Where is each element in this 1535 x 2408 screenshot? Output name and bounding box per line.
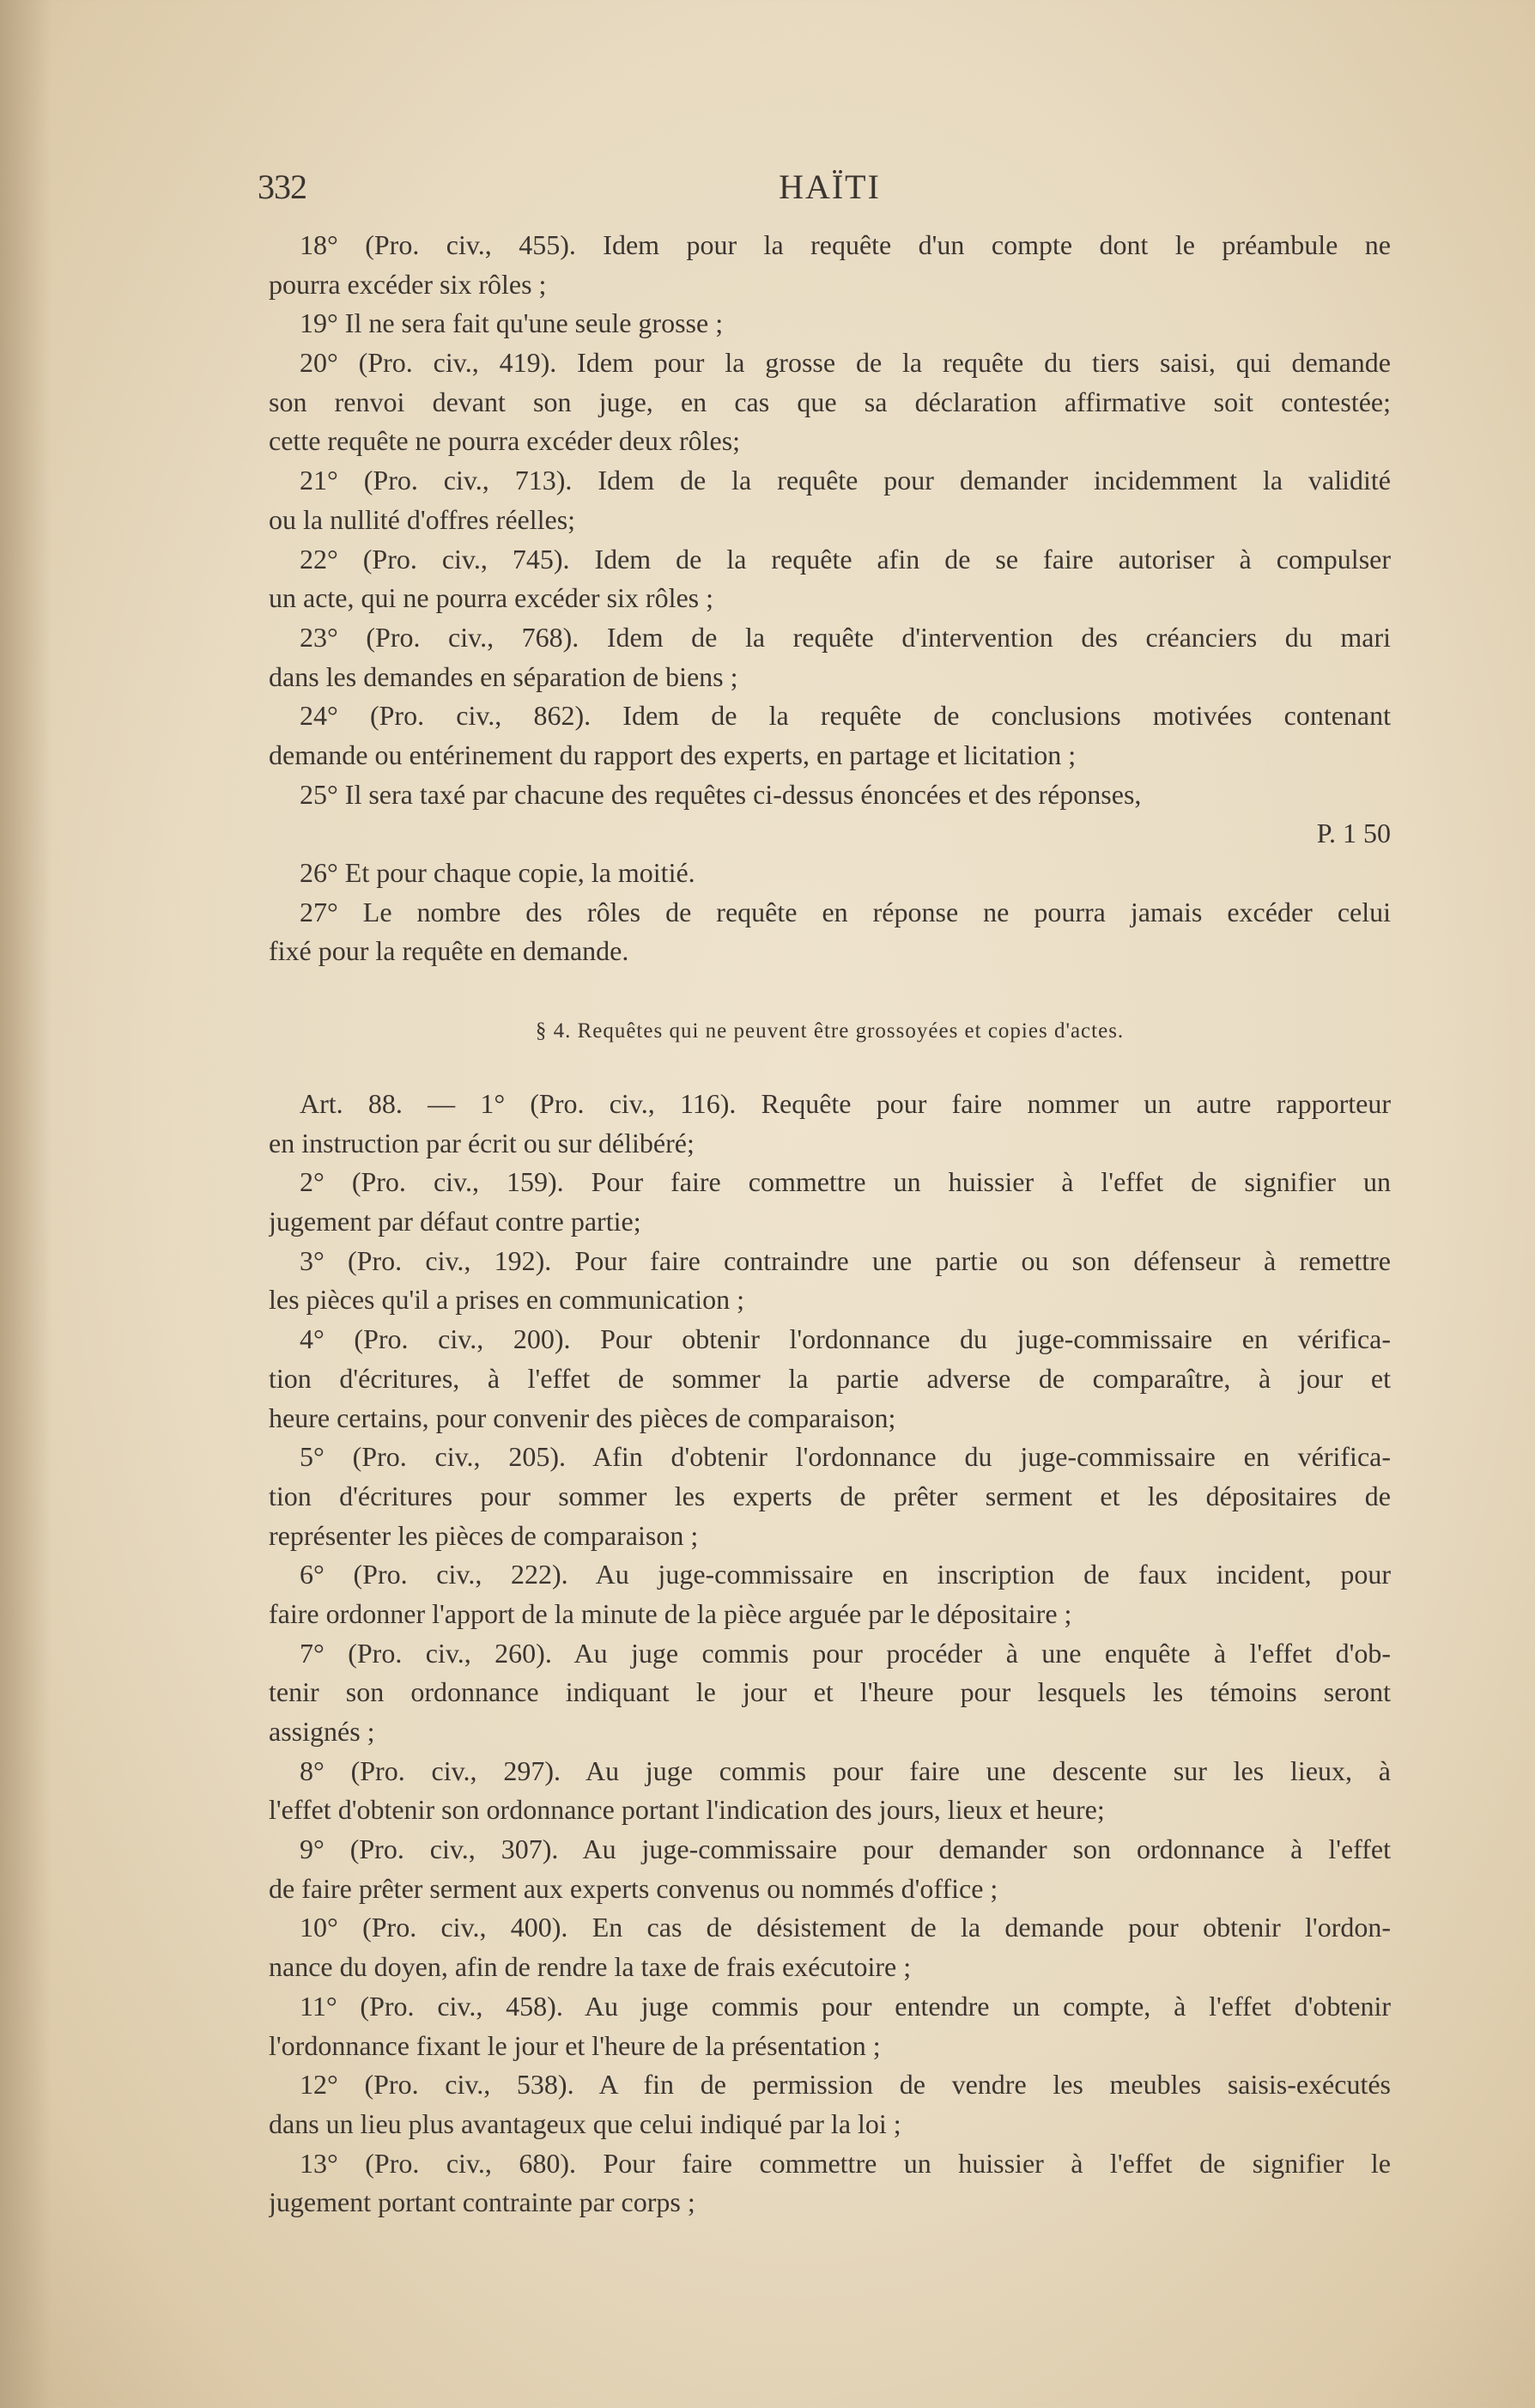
text-line: 24° (Pro. civ., 862). Idem de la requête de conclusions motivées contenant xyxy=(300,700,1391,732)
text-line: 6° (Pro. civ., 222). Au juge-commissaire en inscription de faux incident, pour xyxy=(300,1559,1391,1590)
paragraph xyxy=(269,304,1391,344)
text-line: dans un lieu plus avantageux que celui indiqué par la loi ; xyxy=(269,2107,901,2139)
text-line: 13° (Pro. civ., 680). Pour faire commettre un huissier à l'effet de signifier le xyxy=(300,2147,1391,2179)
paragraph xyxy=(269,1085,1391,1163)
paragraph xyxy=(269,618,1391,696)
text-line: cette requête ne pourra excéder deux rôles; xyxy=(269,425,741,457)
text-line: dans les demandes en séparation de biens ; xyxy=(269,660,738,692)
text-line: assignés ; xyxy=(269,1716,375,1747)
text-line: l'ordonnance fixant le jour et l'heure de la présentation ; xyxy=(269,2029,881,2061)
article-88-items xyxy=(269,1085,1391,2223)
text-line: 21° (Pro. civ., 713). Idem de la requête pour demander incidemment la validité xyxy=(300,465,1391,496)
text-line: 3° (Pro. civ., 192). Pour faire contraindre une partie ou son défenseur à remettre xyxy=(300,1244,1391,1276)
text-line: 2° (Pro. civ., 159). Pour faire commettre un huissier à l'effet de signifier un xyxy=(300,1166,1391,1198)
section-heading: § 4. Requêtes qui ne peuvent être grossoyées et copies d'actes. xyxy=(535,1019,1125,1043)
text-line: tion d'écritures, à l'effet de sommer la partie adverse de comparaître, à jour et xyxy=(269,1362,1391,1394)
text-line: tion d'écritures pour sommer les experts de prêter serment et les dépositaires de xyxy=(269,1480,1391,1511)
text-line: de faire prêter serment aux experts convenus ou nommés d'office ; xyxy=(269,1872,998,1904)
paragraph xyxy=(269,540,1391,618)
text-line: faire ordonner l'apport de la minute de la pièce arguée par le dépositaire ; xyxy=(269,1597,1072,1629)
text-line: fixé pour la requête en demande. xyxy=(269,935,629,967)
text-line: ou la nullité d'offres réelles; xyxy=(269,503,576,535)
paragraph xyxy=(269,1987,1391,2065)
text-line: un acte, qui ne pourra excéder six rôles ; xyxy=(269,582,714,614)
paragraph xyxy=(269,2144,1391,2223)
paragraph xyxy=(269,696,1391,775)
paragraph xyxy=(269,854,1391,893)
text-line: pourra excéder six rôles ; xyxy=(269,268,547,300)
text-line: nance du doyen, afin de rendre la taxe de frais exécutoire ; xyxy=(269,1951,912,1983)
text-line: 9° (Pro. civ., 307). Au juge-commissaire pour demander son ordonnance à l'effet xyxy=(300,1833,1391,1865)
page-number: 332 xyxy=(258,167,306,206)
paragraph xyxy=(269,893,1391,971)
text-line: 8° (Pro. civ., 297). Au juge commis pour faire une descente sur les lieux, à xyxy=(300,1754,1391,1786)
text-line: représenter les pièces de comparaison ; xyxy=(269,1519,699,1551)
paragraph xyxy=(269,226,1391,304)
text-line: 11° (Pro. civ., 458). Au juge commis pour entendre un compte, à l'effet d'obtenir xyxy=(300,1990,1391,2022)
text-line: 23° (Pro. civ., 768). Idem de la requête d'intervention des créanciers du mari xyxy=(300,621,1391,653)
text-line: 4° (Pro. civ., 200). Pour obtenir l'ordonnance du juge-commissaire en vérifica- xyxy=(300,1323,1391,1355)
article-items-continued xyxy=(269,226,1391,971)
text-line: demande ou entérinement du rapport des experts, en partage et licitation ; xyxy=(269,739,1077,770)
paragraph xyxy=(269,1634,1391,1752)
text-line: 18° (Pro. civ., 455). Idem pour la requête d'un compte dont le préambule ne xyxy=(300,229,1391,260)
paragraph xyxy=(269,1320,1391,1438)
text-line: en instruction par écrit ou sur délibéré; xyxy=(269,1127,695,1158)
text-line: 7° (Pro. civ., 260). Au juge commis pour procéder à une enquête à l'effet d'ob- xyxy=(300,1637,1391,1669)
paragraph xyxy=(269,1752,1391,1830)
text-line: 12° (Pro. civ., 538). A fin de permission de vendre les meubles saisis-exécutés xyxy=(300,2069,1391,2101)
paragraph xyxy=(269,1908,1391,1986)
text-line: son renvoi devant son juge, en cas que sa déclaration affirmative soit contestée; xyxy=(269,386,1391,417)
paragraph xyxy=(269,1242,1391,1320)
text-line: tenir son ordonnance indiquant le jour et l'heure pour lesquels les témoins seront xyxy=(269,1676,1391,1708)
text-line: les pièces qu'il a prises en communication ; xyxy=(269,1284,745,1316)
text-line: heure certains, pour convenir des pièces de comparaison; xyxy=(269,1402,896,1433)
price-amount: P. 1 50 xyxy=(1316,818,1391,849)
paragraph xyxy=(269,1555,1391,1633)
text-line: Art. 88. — 1° (Pro. civ., 116). Requête pour faire nommer un autre rapporteur xyxy=(300,1088,1391,1119)
text-line: 27° Le nombre des rôles de requête en réponse ne pourra jamais excéder celui xyxy=(300,896,1391,927)
text-line: 26° Et pour chaque copie, la moitié. xyxy=(300,857,695,888)
paragraph xyxy=(269,775,1391,854)
text-line: l'effet d'obtenir son ordonnance portant l'indication des jours, lieux et heure; xyxy=(269,1794,1105,1826)
text-line: 5° (Pro. civ., 205). Afin d'obtenir l'ordonnance du juge-commissaire en vérifica- xyxy=(300,1441,1391,1473)
text-line: 25° Il sera taxé par chacune des requêtes ci-dessus énoncées et des réponses, xyxy=(300,778,1142,810)
text-line: 20° (Pro. civ., 419). Idem pour la grosse de la requête du tiers saisi, qui demande xyxy=(300,347,1391,379)
running-title: HAÏTI xyxy=(779,167,881,206)
text-line: jugement portant contrainte par corps ; xyxy=(269,2186,695,2218)
text-line: 10° (Pro. civ., 400). En cas de désistement de la demande pour obtenir l'ordon- xyxy=(300,1912,1391,1943)
text-line: 22° (Pro. civ., 745). Idem de la requête afin de se faire autoriser à compulser xyxy=(300,543,1391,575)
page-edge-shadow xyxy=(0,0,52,2408)
paragraph xyxy=(269,1438,1391,1555)
text-line: jugement par défaut contre partie; xyxy=(269,1206,641,1237)
paragraph xyxy=(269,344,1391,461)
paragraph xyxy=(269,2065,1391,2143)
paragraph xyxy=(269,1830,1391,1908)
text-line: 19° Il ne sera fait qu'une seule grosse ; xyxy=(300,307,724,339)
paragraph xyxy=(269,1163,1391,1241)
paragraph xyxy=(269,461,1391,539)
